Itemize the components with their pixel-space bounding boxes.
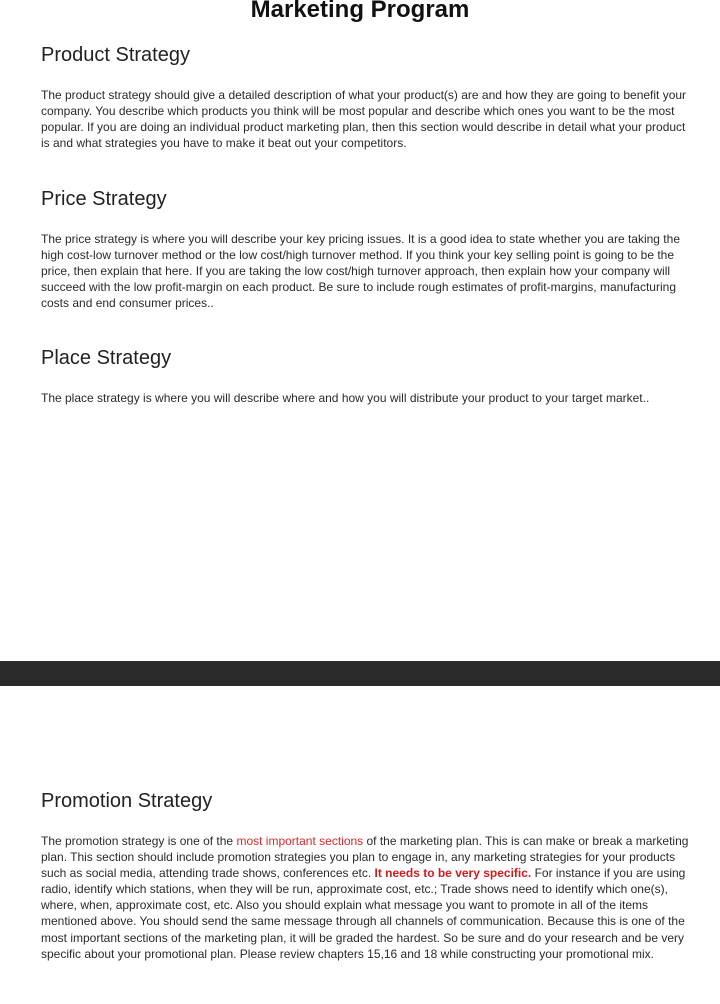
place-strategy-body: The place strategy is where you will describe where and how you will distribute your product to your target market..	[41, 391, 650, 405]
place-strategy-heading: Place Strategy	[41, 347, 172, 369]
promotion-body-part-2: of the marketing plan. This is can make or break a marketing plan. This section should include promotion strategies you plan to engage in, any marketing strategies for your products such as social media, attending trade shows, conferences etc.	[41, 834, 689, 881]
document-title: Marketing Program	[250, 0, 470, 23]
promotion-body-part-3: For instance if you are using radio, identify which stations, when they will be run, approximate cost, etc.; Trade shows need to identify which one(s), where, when, approximate cost, etc. Also you should explain what message you want to promote in all of the items mentioned above. You should send the same message through all channels of communication. Because this is one of the most important sections of the marketing plan, it will be graded the hardest. So be sure and do your research and be very specific about your promotional plan. Please review chapters 15,16 and 18 while constructing your promotional mix.	[41, 866, 686, 961]
price-strategy-body: The price strategy is where you will describe your key pricing issues. It is a good idea to state whether you are taking the high cost-low turnover method or the low cost/high turnover method. If you think your key selling point is going to be the price, then explain that here. If you are taking the low cost/high turnover approach, then explain how your company will succeed with the low profit-margin on each product. Be sure to include rough estimates of profit-margins, manufacturing costs and end consumer prices..	[41, 232, 680, 311]
document-page-2	[0, 686, 720, 1004]
promotion-strategy-body	[41, 833, 696, 962]
promotion-body-part-1: The promotion strategy is one of the	[41, 834, 237, 848]
promotion-strategy-heading: Promotion Strategy	[41, 790, 213, 812]
promotion-highlight-text: most important sections	[236, 834, 364, 848]
product-strategy-body: The product strategy should give a detailed description of what your product(s) are and how they are going to benefit your company. You describe which products you think will be most popular and describe which ones you want to be the most popular. If you are doing an individual product marketing plan, then this section would describe in detail what your product is and what strategies you have to make it beat out your competitors.	[41, 88, 687, 151]
price-strategy-heading: Price Strategy	[41, 188, 167, 210]
product-strategy-heading: Product Strategy	[41, 44, 190, 66]
promotion-emphasis-text: It needs to be very specific.	[374, 866, 532, 881]
page-separator	[0, 661, 720, 686]
